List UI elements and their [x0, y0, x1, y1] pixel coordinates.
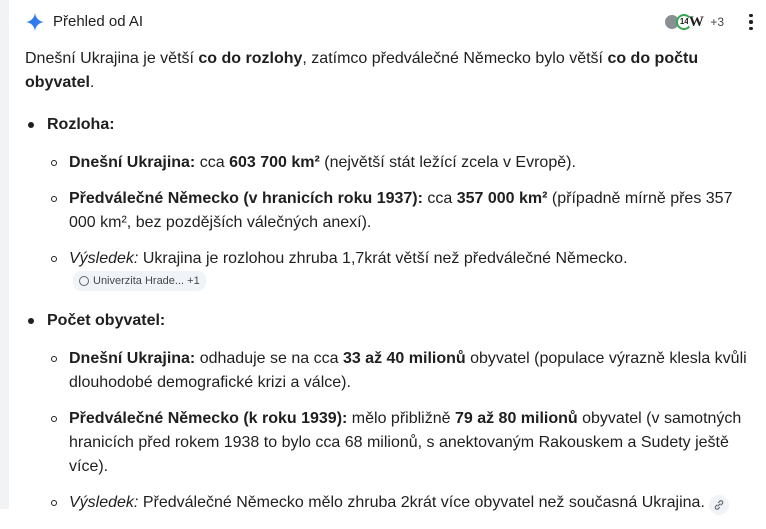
ai-overview-header: [25, 9, 760, 35]
section-list: [25, 113, 760, 515]
source-chip[interactable]: Univerzita Hrade... +1: [73, 271, 206, 291]
wikipedia-favicon-icon: W: [688, 14, 704, 30]
section-population: [25, 309, 760, 515]
globe-icon: [79, 276, 89, 286]
ai-overview-title: Přehled od AI: [53, 13, 144, 30]
list-item: Výsledek: Ukrajina je rozlohou zhruba 1,7krát větší než předválečné Německo. Univerzita Hrade... +1: [47, 247, 760, 295]
intro-paragraph: Dnešní Ukrajina je větší co do rozlohy, zatímco předválečné Německo bylo větší co do počtu obyvatel.: [25, 50, 699, 91]
left-rail: [0, 0, 9, 509]
gemini-sparkle-icon: [25, 12, 45, 32]
section-label: Počet obyvatel:: [47, 312, 166, 329]
list-item: Předválečné Německo (k roku 1939): mělo přibližně 79 až 80 milionů obyvatel (v samotných hranicích před rokem 1938 to bylo cca 68 milionů, s anektovaným Rakouskem a Sudety ještě více).: [47, 407, 760, 479]
link-icon[interactable]: [709, 495, 729, 515]
section-area: [25, 113, 760, 295]
source-favicon-badge: 14: [676, 14, 692, 30]
more-options-icon[interactable]: [742, 11, 760, 33]
ai-overview-content: [25, 47, 760, 529]
list-item: Předválečné Německo (v hranicích roku 1937): cca 357 000 km² (případně mírně přes 357 000 km², bez pozdějších válečných anexí).: [47, 187, 760, 235]
list-item: Dnešní Ukrajina: odhaduje se na cca 33 až 40 milionů obyvatel (populace výrazně klesla kvůli dlouhodobé demografické krizi a válce).: [47, 347, 760, 395]
list-item: Dnešní Ukrajina: cca 603 700 km² (největší stát ležící zcela v Evropě).: [47, 151, 760, 175]
sources-button[interactable]: [664, 11, 724, 33]
section-label: Rozloha:: [47, 116, 115, 133]
list-item: Výsledek: Předválečné Německo mělo zhruba 2krát více obyvatel než současná Ukrajina.: [47, 491, 760, 515]
sources-more-count: +3: [710, 15, 724, 29]
